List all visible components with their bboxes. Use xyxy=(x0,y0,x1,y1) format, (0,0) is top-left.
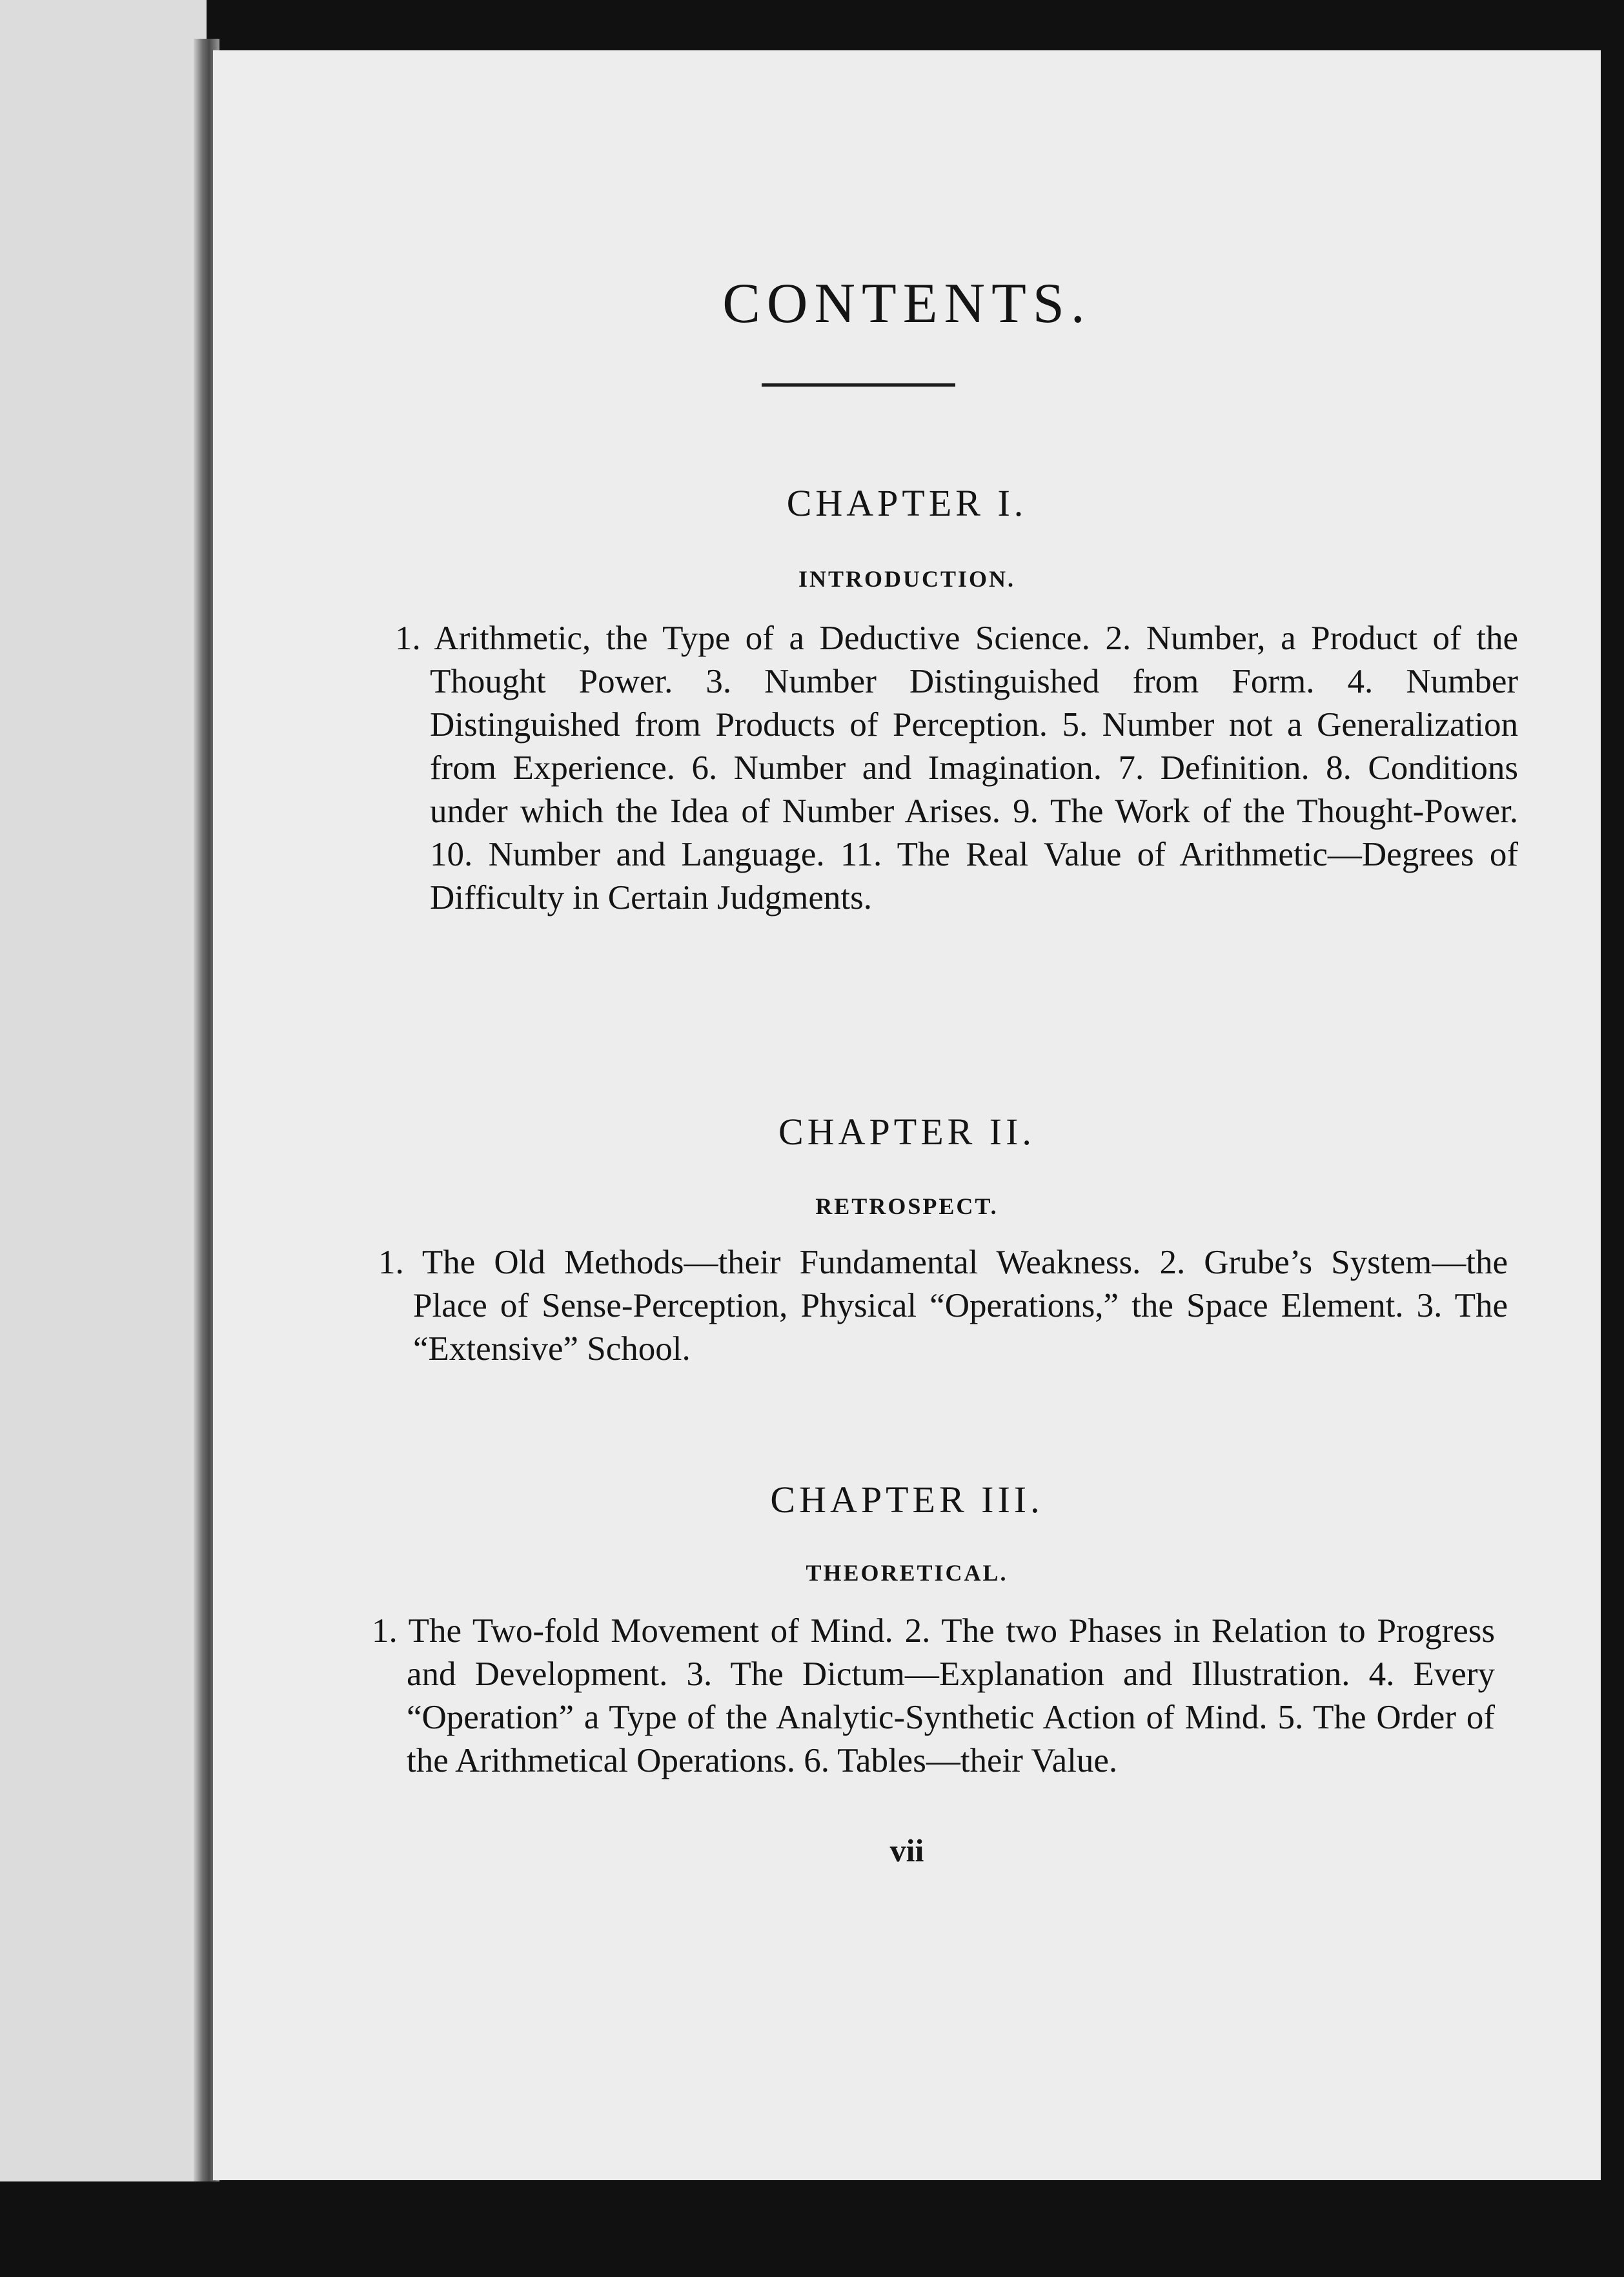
page-number: vii xyxy=(889,1832,924,1868)
facing-page xyxy=(0,0,207,2181)
title-rule xyxy=(762,383,955,387)
chapter-3-subtitle: THEORETICAL. xyxy=(806,1560,1008,1586)
chapter-3-summary: 1. The Two-fold Movement of Mind. 2. The two Phases in Relation to Progress and Development. 3. The Dictum—Explanation and Illustration. 4. Every “Operation” a Type of the Analytic-Synthetic Action of Mind. 5. The Order of the Arithmetical Operations. 6. Tables—their Value. xyxy=(372,1612,1495,1779)
contents-page xyxy=(213,50,1601,2180)
page-title: CONTENTS. xyxy=(722,272,1091,335)
chapter-1-summary: 1. Arithmetic, the Type of a Deductive Science. 2. Number, a Product of the Thought Power. 3. Number Distinguished from Form. 4. Number Distinguished from Products of Perception. 5. Number not a Generalization from Experience. 6. Number and Imagination. 7. Definition. 8. Conditions under which the Idea of Number Arises. 9. The Work of the Thought-Power. 10. Number and Language. 11. The Real Value of Arithmetic—Degrees of Difficulty in Certain Judgments. xyxy=(395,620,1518,916)
chapter-2-summary: 1. The Old Methods—their Fundamental Weakness. 2. Grube’s System—the Place of Sense-Perception, Physical “Operations,” the Space Element. 3. The “Extensive” School. xyxy=(378,1244,1508,1368)
chapter-1-subtitle: INTRODUCTION. xyxy=(798,566,1016,592)
chapter-2-heading: CHAPTER II. xyxy=(778,1111,1035,1153)
chapter-2-subtitle: RETROSPECT. xyxy=(815,1193,999,1219)
chapter-3-heading: CHAPTER III. xyxy=(770,1479,1044,1521)
chapter-1-heading: CHAPTER I. xyxy=(786,482,1028,524)
